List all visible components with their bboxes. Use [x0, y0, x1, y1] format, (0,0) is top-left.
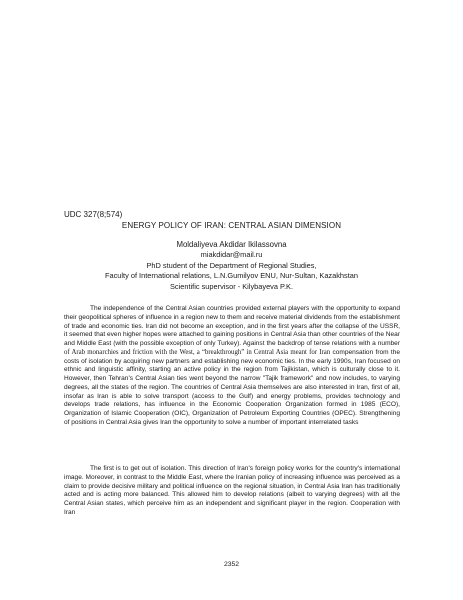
- paragraph-1-text-b: compensation from the costs of isolation by acquiring new partners and establishing new economic ties. In the early 1990s, Iran focused on ethnic and linguistic affinity, starting an active policy in the region from Tajikistan, which is culturally close to it. However, then Tehran's Central Asian ties went beyond the narrow "Tajik framework" and now includes, to varying degrees, all the states of the region. The countries of Central Asia themselves are also interested in Iran, first of all, insofar as Iran is able to solve transport (access to the Gulf) and energy problems, provides technology and develops trade relations, has influence in the Economic Cooperation Organization formed in 1985 (ECO), Organization of Islamic Cooperation (OIC), Organization of Petroleum Exporting Countries (OPEC). Strengthening of positions in Central Asia gives Iran the opportunity to solve a number of important interrelated tasks: [64, 348, 400, 426]
- scientific-supervisor: Scientific supervisor - Kilybayeva P.K.: [169, 281, 294, 291]
- author-affiliation: Faculty of International relations, L.N.Gumilyov ENU, Nur-Sultan, Kazakhstan: [104, 271, 359, 281]
- article-title: ENERGY POLICY OF IRAN: CENTRAL ASIAN DIMENSION: [121, 221, 342, 230]
- body-paragraph-1: [64, 305, 400, 428]
- body-paragraph-2: The first is to get out of isolation. This direction of Iran's foreign policy works for the country's international image. Moreover, in contrast to the Middle East, where the Iranian policy of increasing influence was perceived as a claim to provide decisive military and political influence on the regional situation, in Central Asia Iran has traditionally acted and is acting more balanced. This allowed him to develop relations (albeit to varying degrees) with all the Central Asian states, which perceive him as an independent and significant player in the region. Cooperation with Iran: [64, 465, 400, 516]
- author-position: PhD student of the Department of Regional Studies,: [146, 260, 317, 270]
- author-block: [64, 240, 399, 292]
- paragraph-1-text-serif: of Arab monarchies and friction with the West, a “breakthrough” in Central Asia meant for Iran: [64, 348, 331, 356]
- udc-code: UDC 327(8;574): [64, 210, 123, 219]
- author-name: Moldaliyeva Akdidar Ikilassovna: [176, 240, 287, 249]
- author-email: miakdidar@mail.ru: [200, 250, 263, 260]
- page-number: 2352: [223, 561, 240, 568]
- paragraph-1-text-a: The independence of the Central Asian countries provided external players with the opportunity to expand their geopolitical spheres of influence in a region new to them and receive material dividends from the establishment of trade and economic ties. Iran did not become an exception, and in the first years after the collapse of the USSR, it seemed that even higher hopes were attached to gaining positions in Central Asia than other countries of the Near and Middle East (with the possible exception of only Turkey). Against the backdrop of tense relations with a number: [64, 305, 400, 347]
